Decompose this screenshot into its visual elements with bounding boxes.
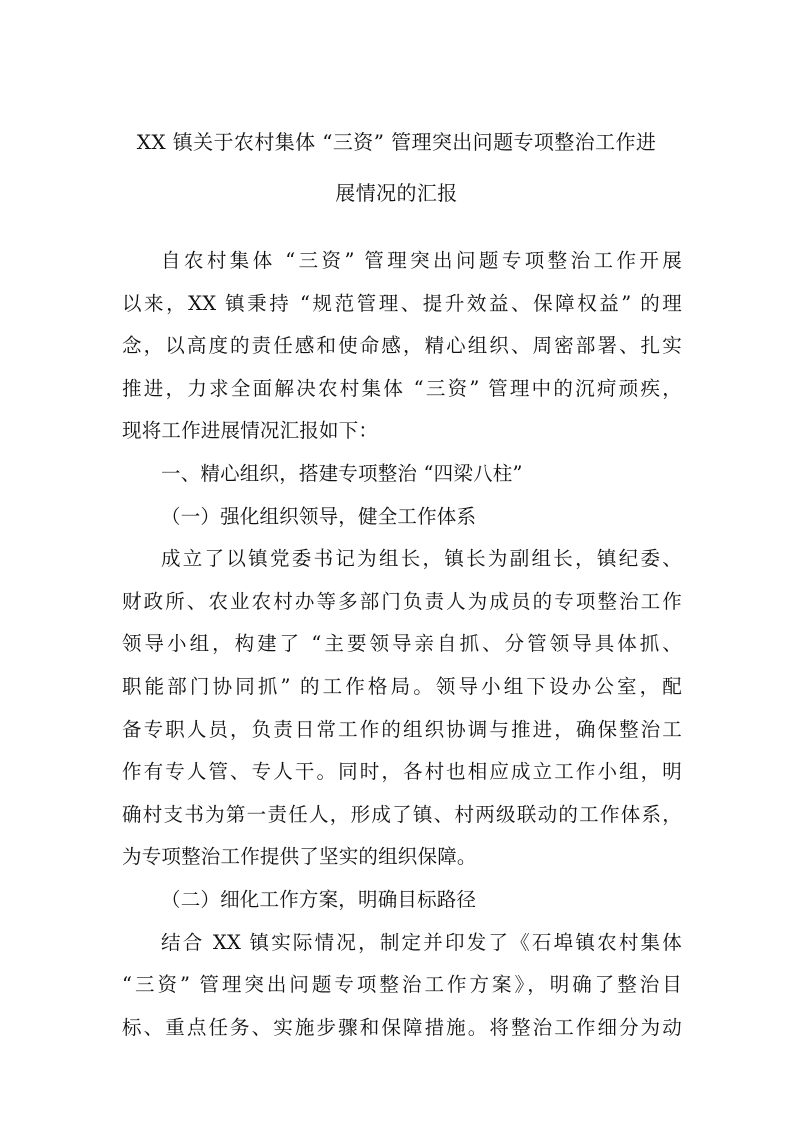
body-line: 成立了以镇党委书记为组长，镇长为副组长，镇纪委、 (161, 547, 682, 571)
body-line: 念，以高度的责任感和使命感，精心组织、周密部署、扎实 (122, 334, 682, 358)
body-line: 为专项整治工作提供了坚实的组织保障。 (122, 845, 477, 869)
body-line: 备专职人员，负责日常工作的组织协调与推进，确保整治工 (122, 717, 682, 741)
body-line: “三资” 管理突出问题专项整治工作方案》，明确了整治目 (122, 973, 682, 997)
subsection-heading: （二）细化工作方案，明确目标路径 (161, 887, 477, 911)
body-line: 自农村集体 “三资” 管理突出问题专项整治工作开展 (161, 249, 682, 272)
body-line: 领导小组，构建了 “主要领导亲自抓、分管领导具体抓、 (122, 632, 682, 656)
body-line: 结合 XX 镇实际情况，制定并印发了《石埠镇农村集体 (161, 930, 682, 954)
body-line: 标、重点任务、实施步骤和保障措施。将整治工作细分为动 (122, 1015, 682, 1039)
body-line: 财政所、农业农村办等多部门负责人为成员的专项整治工作 (122, 589, 682, 613)
document-title-line-2: 展情况的汇报 (335, 181, 458, 205)
subsection-heading: （一）强化组织领导，健全工作体系 (161, 504, 477, 528)
body-line: 现将工作进展情况汇报如下： (122, 419, 379, 443)
body-line: 作有专人管、专人干。同时，各村也相应成立工作小组，明 (122, 760, 682, 784)
body-line: 职能部门协同抓” 的工作格局。领导小组下设办公室，配 (122, 674, 682, 698)
body-line: 推进，力求全面解决农村集体 “三资” 管理中的沉疴顽疾， (122, 376, 682, 400)
section-heading: 一、精心组织，搭建专项整治 “四梁八柱” (161, 461, 523, 485)
body-line: 确村支书为第一责任人，形成了镇、村两级联动的工作体系， (122, 802, 682, 826)
body-line: 以来，XX 镇秉持 “规范管理、提升效益、保障权益” 的理 (122, 291, 682, 315)
document-body (122, 240, 682, 1049)
document-title-line-1: XX 镇关于农村集体 “三资” 管理突出问题专项整治工作进 (136, 130, 657, 154)
